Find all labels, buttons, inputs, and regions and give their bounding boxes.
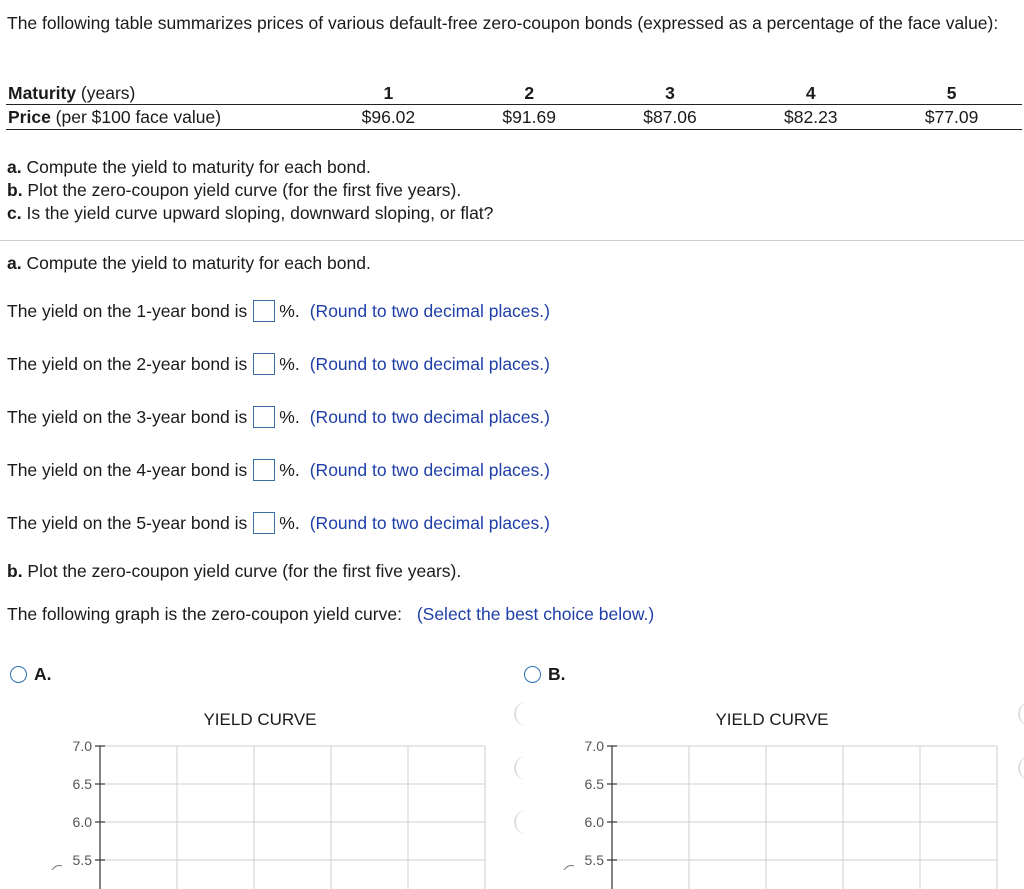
graph-prompt-text: The following graph is the zero-coupon yield curve: [7,604,402,624]
round-hint: (Round to two decimal places.) [309,300,550,321]
problem-intro: The following table summarizes prices of various default-free zero-coupon bonds (expressed as a percentage of the face value): [7,13,999,33]
yield-input-1[interactable] [253,300,275,322]
question-list [7,156,493,225]
y-tick-label: 6.5 [72,776,92,792]
maturity-cell: 5 [881,82,1022,105]
yield-label: The yield on the 1-year bond is [7,300,248,321]
question-a: a. Compute the yield to maturity for each bond. [7,157,371,177]
chart-b-ticks [564,738,617,889]
y-tick-label: 6.0 [72,814,92,830]
price-cell: $91.69 [459,105,600,130]
price-cell: $77.09 [881,105,1022,130]
chart-b[interactable] [552,700,1024,889]
price-cell: $82.23 [740,105,881,130]
yield-label: The yield on the 4-year bond is [7,459,248,480]
chart-a[interactable] [40,700,520,889]
y-tick-label: 7.0 [72,738,92,754]
round-hint: (Round to two decimal places.) [309,353,550,374]
graph-prompt [7,604,654,625]
question-b: b. Plot the zero-coupon yield curve (for the first five years). [7,180,462,200]
y-tick-label: 5.5 [72,852,92,868]
yield-label: The yield on the 2-year bond is [7,353,248,374]
y-tick-label: 6.5 [584,776,604,792]
maturity-header: Maturity (years) [6,82,318,105]
yield-input-2[interactable] [253,353,275,375]
maturity-cell: 2 [459,82,600,105]
part-a-heading: a. Compute the yield to maturity for each bond. [7,253,371,273]
part-b-heading: b. Plot the zero-coupon yield curve (for the first five years). [7,561,462,581]
radio-a[interactable] [10,666,27,683]
yield-row-2 [7,351,550,377]
chart-a-ticks [52,738,105,889]
chart-b-grid [612,746,997,889]
maturity-row [6,82,1022,105]
percent-unit: %. [279,300,300,321]
y-axis-label-stub [52,866,62,871]
price-cell: $87.06 [600,105,741,130]
chart-a-svg [40,700,520,889]
question-c: c. Is the yield curve upward sloping, downward sloping, or flat? [7,203,494,223]
chart-b-svg [552,700,1022,889]
chart-a-grid [100,746,485,889]
round-hint: (Round to two decimal places.) [309,512,550,533]
price-header: Price (per $100 face value) [6,105,318,130]
select-hint: (Select the best choice below.) [416,604,655,624]
radio-b[interactable] [524,666,541,683]
percent-unit: %. [279,406,300,427]
price-row [6,105,1022,130]
yield-label: The yield on the 3-year bond is [7,406,248,427]
percent-unit: %. [279,459,300,480]
maturity-cell: 4 [740,82,881,105]
choice-a-label: A. [34,664,52,684]
choice-b[interactable] [524,664,566,685]
yield-input-4[interactable] [253,459,275,481]
maturity-cell: 1 [318,82,459,105]
yield-row-5 [7,510,550,536]
yield-row-3 [7,404,550,430]
maturity-cell: 3 [600,82,741,105]
yield-input-5[interactable] [253,512,275,534]
y-tick-label: 5.5 [584,852,604,868]
bond-price-table [6,82,1022,130]
yield-row-1 [7,298,550,324]
choice-b-label: B. [548,664,566,684]
y-axis-label-stub [564,866,574,871]
percent-unit: %. [279,512,300,533]
round-hint: (Round to two decimal places.) [309,459,550,480]
yield-input-3[interactable] [253,406,275,428]
yield-label: The yield on the 5-year bond is [7,512,248,533]
choice-a[interactable] [10,664,52,685]
y-tick-label: 6.0 [584,814,604,830]
percent-unit: %. [279,353,300,374]
chart-a-title: YIELD CURVE [203,710,317,729]
round-hint: (Round to two decimal places.) [309,406,550,427]
chart-b-title: YIELD CURVE [715,710,829,729]
y-tick-label: 7.0 [584,738,604,754]
yield-row-4 [7,457,550,483]
price-cell: $96.02 [318,105,459,130]
section-divider [0,240,1024,241]
